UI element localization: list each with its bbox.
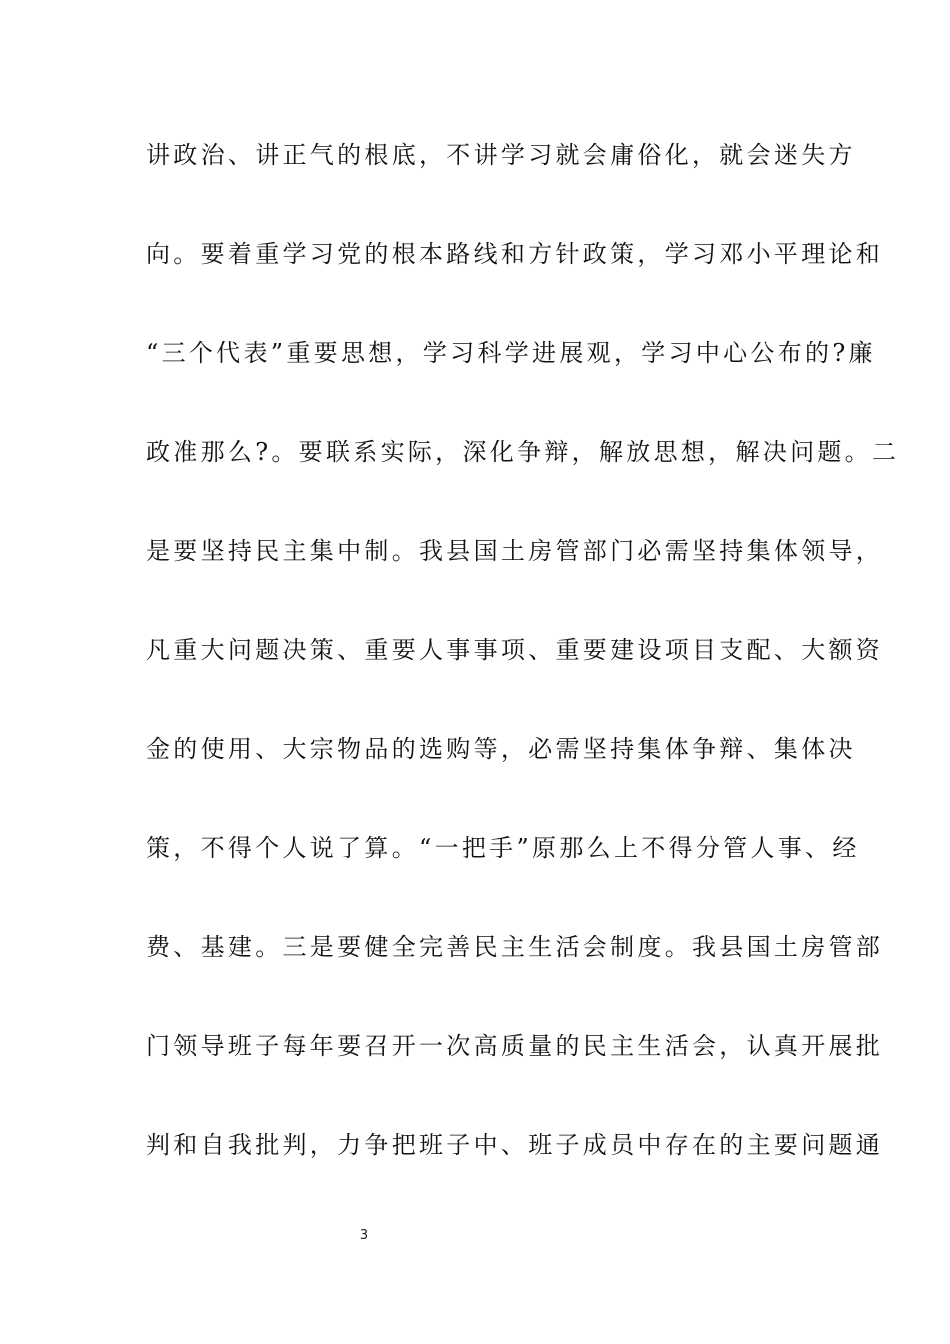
text-line: 是要坚持民主集中制。我县国土房管部门必需坚持集体领导， bbox=[146, 537, 884, 565]
text-line: 金的使用、大宗物品的选购等，必需坚持集体争辩、集体决 bbox=[146, 735, 856, 763]
text-line: 讲政治、讲正气的根底，不讲学习就会庸俗化，就会迷失方 bbox=[146, 141, 856, 169]
text-line: 向。要着重学习党的根本路线和方针政策，学习邓小平理论和 bbox=[146, 240, 884, 268]
text-line: 费、基建。三是要健全完善民主生活会制度。我县国土房管部 bbox=[146, 933, 884, 961]
body-text bbox=[146, 125, 900, 1214]
page-number: 3 bbox=[359, 1228, 369, 1243]
text-line: 策，不得个人说了算。“一把手”原那么上不得分管人事、经 bbox=[146, 834, 860, 862]
text-line: “三个代表”重要思想，学习科学进展观，学习中心公布的?廉 bbox=[146, 339, 876, 367]
text-line: 政准那么?。要联系实际，深化争辩，解放思想，解决问题。二 bbox=[146, 438, 900, 466]
text-line: 门领导班子每年要召开一次高质量的民主生活会，认真开展批 bbox=[146, 1032, 884, 1060]
text-line: 凡重大问题决策、重要人事事项、重要建设项目支配、大额资 bbox=[146, 636, 884, 664]
text-line: 判和自我批判，力争把班子中、班子成员中存在的主要问题通 bbox=[146, 1131, 884, 1159]
